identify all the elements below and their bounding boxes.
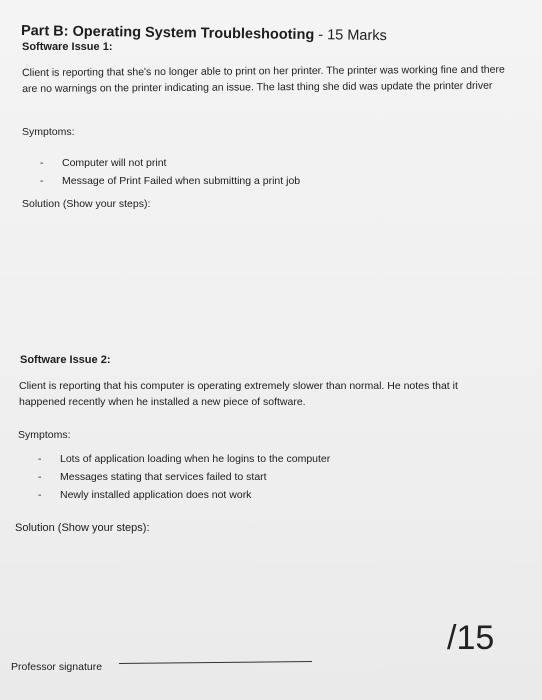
symptom-item: - Messages stating that services failed to start [38, 468, 330, 486]
issue1-symptom-list [40, 154, 300, 190]
score-total: /15 [447, 619, 495, 657]
issue2-description: Client is reporting that his computer is operating extremely slower than normal. He notes that it happened recently when he installed a new piece of software. [19, 380, 458, 408]
symptom-item: - Message of Print Failed when submitting a print job [40, 172, 300, 190]
symptom-item: - Newly installed application does not work [38, 486, 330, 504]
part-title-text: Part B: Operating System Troubleshooting [20, 23, 315, 44]
issue1-solution-label: Solution (Show your steps): [22, 198, 151, 210]
part-marks: - 15 Marks [318, 27, 387, 45]
issue1-description: Client is reporting that she's no longer able to print on her printer. The printer was working fine and there are no warnings on the printer indicating an issue. The last thing she did was update the printer driver [22, 63, 505, 95]
symptom-item: - Lots of application loading when he logins to the computer [38, 450, 330, 468]
issue2-symptoms-label: Symptoms: [18, 429, 71, 441]
issue2-solution-label: Solution (Show your steps): [15, 522, 150, 534]
issue1-symptoms-label: Symptoms: [22, 126, 75, 138]
symptom-item: - Computer will not print [40, 154, 300, 172]
issue2-heading: Software Issue 2: [20, 354, 111, 366]
signature-label: Professor signature [11, 661, 103, 673]
signature-line [119, 661, 312, 664]
issue1-heading: Software Issue 1: [22, 41, 113, 53]
issue2-symptom-list [38, 450, 330, 504]
